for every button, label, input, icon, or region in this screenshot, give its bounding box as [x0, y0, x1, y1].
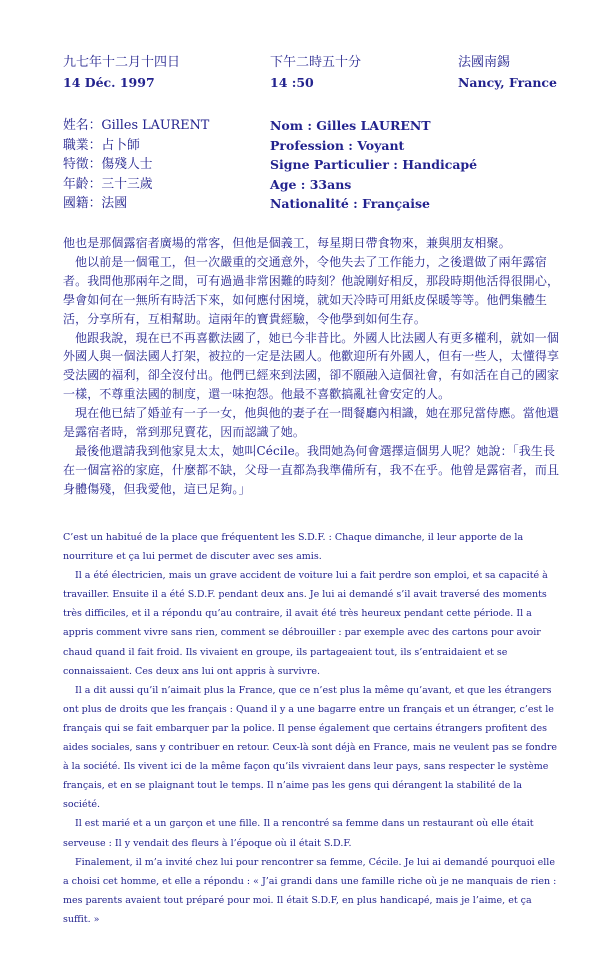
time-block	[270, 54, 361, 94]
date-block	[63, 54, 180, 94]
fr-paragraph: Finalement, il m’a invité chez lui pour rencontrer sa femme, Cécile. Je lui ai demandé pourquoi elle a choisi cet homme, et elle a répondu : « J’ai grandi dans une famille riche où je ne manquais de rien : mes parents avaient tout préparé pour moi. Il était S.D.F, en plus handicapé, mais je l’aime, et ça suffit. »	[63, 856, 557, 925]
fr-paragraph: C’est un habitué de la place que fréquentent les S.D.F. : Chaque dimanche, il leur apporte de la nourriture et ça lui permet de discuter avec ses amis.	[63, 532, 524, 563]
time-zh: 下午二時五十分	[270, 55, 362, 70]
zh-paragraph: 現在他已結了婚並有一子一女，他與他的妻子在一間餐廳內相識，她在那兒當侍應。當他還是露宿者時，常到那兒賣花，因而認識了她。	[63, 406, 560, 440]
date-fr: 14 Déc. 1997	[63, 75, 155, 90]
identity-row-particular	[63, 155, 575, 175]
age-fr: Age : 33ans	[270, 176, 352, 192]
fr-paragraph: Il est marié et a un garçon et une fille. Il a rencontré sa femme dans un restaurant où elle était serveuse : Il y vendait des fleurs à l’époque où il était S.D.F.	[63, 818, 534, 849]
french-article	[63, 528, 559, 929]
chinese-article	[63, 234, 563, 499]
nationality-fr: Nationalité : Française	[270, 196, 430, 212]
name-fr: Nom : Gilles LAURENT	[270, 118, 431, 133]
header	[63, 54, 575, 104]
zh-paragraph: 他也是那個露宿者廣場的常客，但他是個義工，每星期日帶食物來，兼與朋友相聚。	[63, 236, 511, 250]
identity-row-age	[63, 175, 575, 195]
zh-paragraph: 他跟我說，現在已不再喜歡法國了，她已今非昔比。外國人比法國人有更多權利，就如一個外國人與一個法國人打架，被拉的一定是法國人。他歡迎所有外國人，但有一些人，太懂得享受法國的福利，卻全沒付出。他們已經來到法國，卻不願融入這個社會，有如活在自己的國家一樣，不尊重法國的制度，還一味抱怨。他最不喜歡搞亂社會安定的人。	[63, 330, 560, 402]
name-zh: 姓名：Gilles LAURENT	[63, 118, 210, 133]
fr-paragraph: Il a dit aussi qu’il n’aimait plus la France, que ce n’est plus la même qu’avant, et que les étrangers ont plus de droits que les français : Quand il y a une bagarre entre un français et un étranger, c’est le français qui se fait embarquer par la police. Il pense également que certains étrangers profitent des aides sociales, sans y contribuer en retour. Ceux-là sont déjà en France, mais ne veulent pas se fondre à la société. Ils vivent ici de la même façon qu’ils vivraient dans leur pays, sans respecter le système français, et en se plaignant tout le temps. Il n’aime pas les gens qui dérangent la stabilité de la société.	[63, 684, 558, 811]
zh-paragraph: 最後他還請我到他家見太太，她叫Cécile。我問她為何會選擇這個男人呢？她說：「我生長在一個富裕的家庭，什麼都不缺，父母一直都為我準備所有，我不在乎。他曾是露宿者，而且身體傷殘，但我愛他，這已足夠。」	[63, 443, 560, 496]
profession-zh: 職業：占卜師	[63, 137, 140, 153]
identity-row-nationality	[63, 194, 575, 214]
zh-paragraph: 他以前是一個電工，但一次嚴重的交通意外，令他失去了工作能力，之後還做了兩年露宿者。我問他那兩年之間，可有過過非常困難的時刻？他說剛好相反，那段時期他活得很開心，學會如何在一無所有時活下來，如何應付困境，就如天冷時可用紙皮保暖等等。他們集體生活，分享所有，互相幫助。這兩年的寶貴經驗，令他學到如何生存。	[63, 254, 560, 326]
date-zh: 九七年十二月十四日	[63, 55, 181, 70]
nationality-zh: 國籍：法國	[63, 196, 127, 212]
fr-paragraph: Il a été électricien, mais un grave accident de voiture lui a fait perdre son emploi, et sa capacité à travailler. Ensuite il a été S.D.F. pendant deux ans. Je lui ai demandé s’il avait traversé des moments très difficiles, et il a répondu qu’au contraire, il avait été très heureux pendant cette période. Il a appris comment vivre sans rien, comment se débrouiller : par exemple avec des cartons pour avoir chaud quand il fait froid. Ils vivaient en groupe, ils partageaient tout, ils s’entraidaient et se connaissaient. Ces deux ans lui ont appris à survivre.	[63, 570, 548, 677]
place-fr: Nancy, France	[458, 75, 557, 90]
place-zh: 法國南錫	[458, 55, 511, 70]
place-block	[458, 54, 557, 94]
identity-block	[63, 116, 575, 220]
identity-row-name	[63, 116, 575, 136]
particular-zh: 特徵：傷殘人士	[63, 157, 153, 173]
profession-fr: Profession : Voyant	[270, 137, 405, 153]
particular-fr: Signe Particulier : Handicapé	[270, 157, 478, 173]
time-fr: 14 :50	[270, 75, 314, 90]
age-zh: 年齡：三十三歲	[63, 176, 153, 192]
identity-row-profession	[63, 136, 575, 156]
